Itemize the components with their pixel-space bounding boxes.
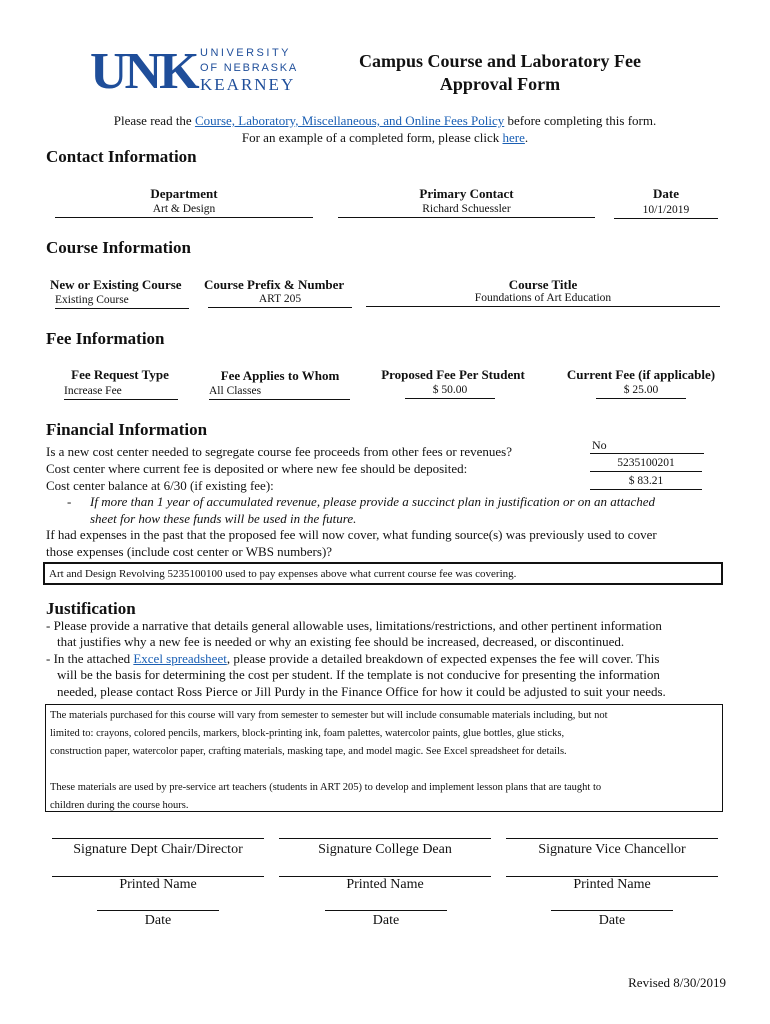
intro-text: Please read the <box>113 113 195 128</box>
intro-text: . <box>524 130 529 145</box>
course-title-field[interactable]: Foundations of Art Education <box>366 291 720 307</box>
justification-narrative-box[interactable] <box>45 704 723 812</box>
date-field[interactable]: 10/1/2019 <box>614 203 718 219</box>
narrative-line: children during the course hours. <box>50 800 189 811</box>
fee-applies-field[interactable]: All Classes <box>209 384 350 400</box>
justification-bullet-2-line-2: will be the basis for determining the cost per student. If the template is not conducive for presenting the information <box>57 667 660 682</box>
justification-heading: Justification <box>46 599 136 618</box>
justification-text: , please provide a detailed breakdown of expected expenses the fee will cover. This <box>226 651 660 666</box>
excel-spreadsheet-link[interactable]: Excel spreadsheet <box>133 651 227 666</box>
example-here-link[interactable]: here <box>502 130 525 145</box>
unk-logo-mark: UNK <box>90 44 197 96</box>
narrative-line: These materials are used by pre-service art teachers (students in ART 205) to develop and implement lesson plans that are taught to <box>50 782 602 793</box>
proposed-fee-field[interactable]: $ 50.00 <box>405 383 495 399</box>
primary-contact-label: Primary Contact <box>419 186 514 201</box>
new-existing-label: New or Existing Course <box>50 277 182 292</box>
signature-chair-label: Signature Dept Chair/Director <box>73 842 243 857</box>
department-label: Department <box>150 186 218 201</box>
form-title <box>320 50 680 96</box>
primary-contact-field[interactable]: Richard Schuessler <box>338 202 595 218</box>
date-line-chair[interactable] <box>97 910 219 911</box>
date-label-dean: Date <box>372 913 400 928</box>
signature-line-dean[interactable] <box>279 838 491 839</box>
fee-request-type-label: Fee Request Type <box>71 367 169 382</box>
fees-policy-link[interactable]: Course, Laboratory, Miscellaneous, and Online Fees Policy <box>194 113 505 128</box>
department-field[interactable]: Art & Design <box>55 202 313 218</box>
signature-line-chair[interactable] <box>52 838 264 839</box>
intro-text: For an example of a completed form, please click <box>241 130 503 145</box>
course-prefix-label: Course Prefix & Number <box>204 277 345 292</box>
proposed-fee-label: Proposed Fee Per Student <box>381 367 525 382</box>
financial-heading: Financial Information <box>46 420 208 439</box>
logo-line-kearney: KEARNEY <box>200 75 296 94</box>
question-balance: Cost center balance at 6/30 (if existing fee): <box>46 478 274 493</box>
date-label-chair: Date <box>144 913 172 928</box>
new-existing-field[interactable]: Existing Course <box>55 293 189 309</box>
justification-text: - In the attached <box>46 651 134 666</box>
signature-vc-label: Signature Vice Chancellor <box>538 842 686 857</box>
intro-text: before completing this form. <box>504 113 657 128</box>
question-prior-funding-1: If had expenses in the past that the proposed fee will now cover, what funding source(s) was previously used to cover <box>46 527 657 542</box>
narrative-line: The materials purchased for this course will vary from semester to semester but will include consumable materials including, but not <box>50 710 608 721</box>
date-label: Date <box>653 186 679 201</box>
new-cost-center-field[interactable]: No <box>590 438 704 454</box>
current-fee-field[interactable]: $ 25.00 <box>596 383 686 399</box>
narrative-line: construction paper, watercolor paper, crafting materials, masking tape, and model magic. See Excel spreadsheet for details. <box>50 746 567 757</box>
logo-line-university: UNIVERSITY <box>200 47 292 59</box>
question-prior-funding-2: those expenses (include cost center or WBS numbers)? <box>46 544 333 559</box>
signature-dean-label: Signature College Dean <box>318 842 452 857</box>
question-cost-center: Cost center where current fee is deposited or where new fee should be deposited: <box>46 461 468 476</box>
current-fee-label: Current Fee (if applicable) <box>566 367 716 382</box>
printed-name-label-chair: Printed Name <box>119 877 197 892</box>
unk-logo-graphic <box>90 44 310 96</box>
question-new-cost-center: Is a new cost center needed to segregate course fee proceeds from other fees or revenues? <box>46 444 512 459</box>
narrative-spacer <box>50 761 718 779</box>
signature-line-vc[interactable] <box>506 838 718 839</box>
form-title-line2: Approval Form <box>439 74 561 94</box>
logo-line-nebraska: OF NEBRASKA <box>200 62 299 74</box>
fee-request-type-field[interactable]: Increase Fee <box>64 384 178 400</box>
course-prefix-field[interactable]: ART 205 <box>208 292 352 308</box>
balance-field[interactable]: $ 83.21 <box>590 474 702 490</box>
narrative-line: limited to: crayons, colored pencils, markers, block-printing ink, foam palettes, watercolor paints, glue bottles, glue sticks, <box>50 728 565 739</box>
note-line-1: If more than 1 year of accumulated revenue, please provide a succinct plan in justification or on an attached <box>90 494 656 509</box>
date-label-vc: Date <box>598 913 626 928</box>
printed-name-label-dean: Printed Name <box>346 877 424 892</box>
note-bullet: - <box>67 494 72 509</box>
course-heading: Course Information <box>46 238 191 257</box>
cost-center-field[interactable]: 5235100201 <box>590 456 702 472</box>
contact-heading: Contact Information <box>46 147 197 166</box>
date-line-vc[interactable] <box>551 910 673 911</box>
form-title-line1: Campus Course and Laboratory Fee <box>359 51 641 71</box>
justification-bullet-2-line-3: needed, please contact Ross Pierce or Jill Purdy in the Finance Office for how it could be adjusted to suit your needs. <box>57 684 666 699</box>
justification-bullet-1-line-2: that justifies why a new fee is needed or why an existing fee should be increased, decreased, or discontinued. <box>57 634 625 649</box>
justification-bullet-2-line-1 <box>46 650 659 667</box>
revised-date: Revised 8/30/2019 <box>628 975 726 990</box>
intro-line-1 <box>0 113 770 129</box>
date-line-dean[interactable] <box>325 910 447 911</box>
note-line-2: sheet for how these funds will be used in the future. <box>90 511 357 526</box>
unk-logo <box>90 44 310 96</box>
course-title-label: Course Title <box>508 277 578 292</box>
fee-heading: Fee Information <box>46 329 165 348</box>
fee-applies-label: Fee Applies to Whom <box>220 368 340 383</box>
justification-bullet-1-line-1: - Please provide a narrative that details general allowable uses, limitations/restrictions, and other pertinent information <box>46 618 662 633</box>
printed-name-label-vc: Printed Name <box>573 877 651 892</box>
prior-funding-answer-box[interactable]: Art and Design Revolving 5235100100 used to pay expenses above what current course fee was covering. <box>43 562 723 585</box>
intro-line-2 <box>0 130 770 146</box>
